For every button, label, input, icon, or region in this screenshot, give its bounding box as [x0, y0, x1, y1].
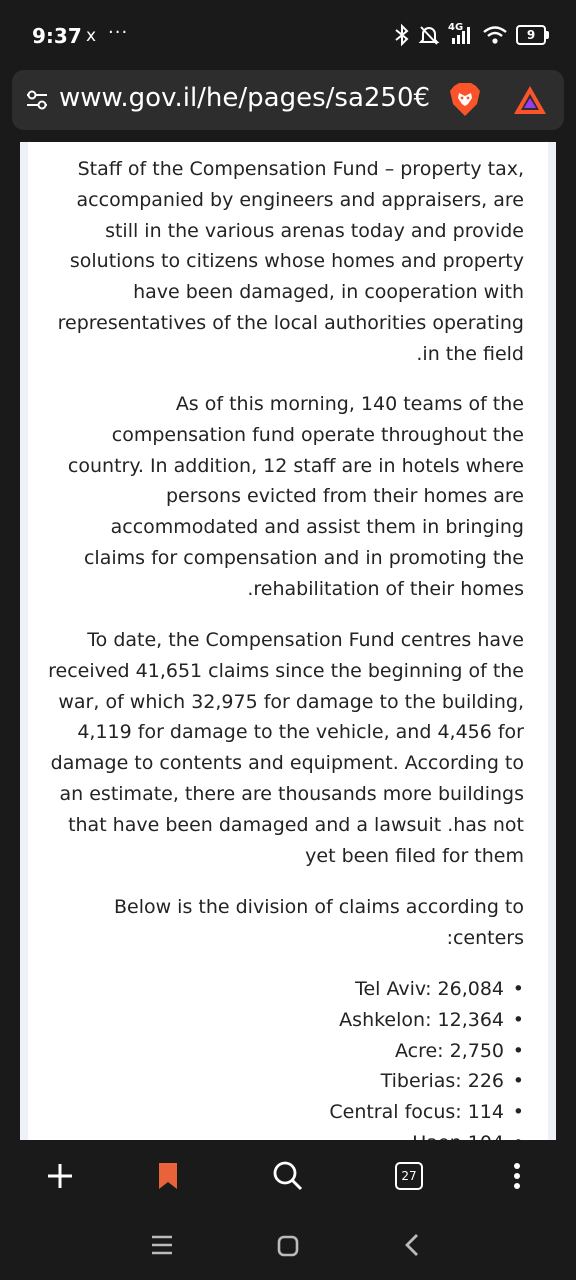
recents-icon — [150, 1234, 174, 1256]
home-icon — [276, 1234, 300, 1258]
network-type-label: 4G — [448, 22, 464, 33]
list-item: Central focus: 114 • — [329, 1101, 524, 1124]
centers-list — [124, 974, 524, 1159]
battery-icon — [516, 25, 546, 45]
tab-count-badge: 27 — [395, 1162, 423, 1190]
more-notifications-icon: ··· — [108, 22, 129, 43]
x-notification-icon: x — [86, 26, 97, 46]
status-icons — [394, 22, 546, 48]
clock: 9:37 — [32, 24, 82, 48]
signal-icon — [448, 24, 474, 46]
mute-bell-icon — [418, 24, 440, 46]
url-text[interactable]: www.gov.il/he/pages/sa250€ — [59, 83, 431, 113]
system-navigation-bar — [0, 1212, 576, 1280]
home-button[interactable] — [276, 1234, 300, 1262]
paragraph-claims: To date, the Compensation Fund centres have received 41,651 claims since the beginning of the war, of which 32,975 for damage to the building, 4,119 for damage to the vehicle, and 4,456 for damage to contents and equipment. According to an estimate, there are thousands more buildings that have been damaged and a lawsuit .has not yet been filed for them — [48, 629, 524, 867]
back-chevron-icon — [402, 1232, 422, 1258]
bookmark-icon — [157, 1161, 179, 1191]
battery-level: 9 — [526, 28, 536, 42]
list-item: Tel Aviv: 26,084 • — [355, 978, 524, 1000]
paragraph-division: Below is the division of claims according to :centers — [113, 896, 524, 949]
brave-rewards-icon[interactable] — [512, 84, 548, 120]
brave-shields-icon[interactable] — [448, 82, 482, 122]
tabs-button[interactable] — [393, 1156, 425, 1196]
address-bar[interactable] — [12, 70, 564, 130]
status-bar — [0, 0, 576, 66]
paragraph-teams: As of this morning, 140 teams of the compensation fund operate throughout the country. In addition, 12 staff are in hotels where persons evicted from their homes are accommodated and assist them in bringing claims for compensation and in promoting the .rehabilitation of their homes — [67, 393, 524, 600]
wifi-icon — [482, 24, 508, 46]
search-button[interactable] — [268, 1156, 308, 1196]
plus-icon — [46, 1162, 74, 1190]
center-label: Central focus: 114 — [329, 1101, 504, 1124]
list-item: Ashkelon: 12,364 • — [339, 1008, 524, 1031]
center-label: Acre: 2,750 — [394, 1039, 504, 1062]
list-item: Acre: 2,750 • — [394, 1039, 524, 1062]
browser-toolbar — [0, 1140, 576, 1212]
web-page-content — [20, 142, 556, 1140]
center-label: Tiberias: 226 — [380, 1070, 504, 1093]
center-label: Tel Aviv: 26,084 — [355, 978, 504, 1000]
new-tab-button[interactable] — [40, 1156, 80, 1196]
bluetooth-icon — [394, 24, 410, 46]
search-icon — [272, 1160, 304, 1192]
recent-apps-button[interactable] — [150, 1234, 174, 1260]
back-button[interactable] — [402, 1232, 422, 1262]
paragraph-staff: Staff of the Compensation Fund – property tax, accompanied by engineers and appraisers, are still in the various arenas today and provide solutions to citizens whose homes and property have been damaged, in cooperation with representatives of the local authorities operating .in the field — [57, 158, 524, 365]
list-item: Tiberias: 226 • — [380, 1070, 524, 1093]
site-settings-icon[interactable] — [24, 87, 50, 117]
menu-button[interactable] — [505, 1156, 529, 1196]
center-label: Ashkelon: 12,364 — [339, 1008, 504, 1031]
bookmarks-button[interactable] — [148, 1156, 188, 1196]
more-vertical-icon — [513, 1162, 521, 1190]
